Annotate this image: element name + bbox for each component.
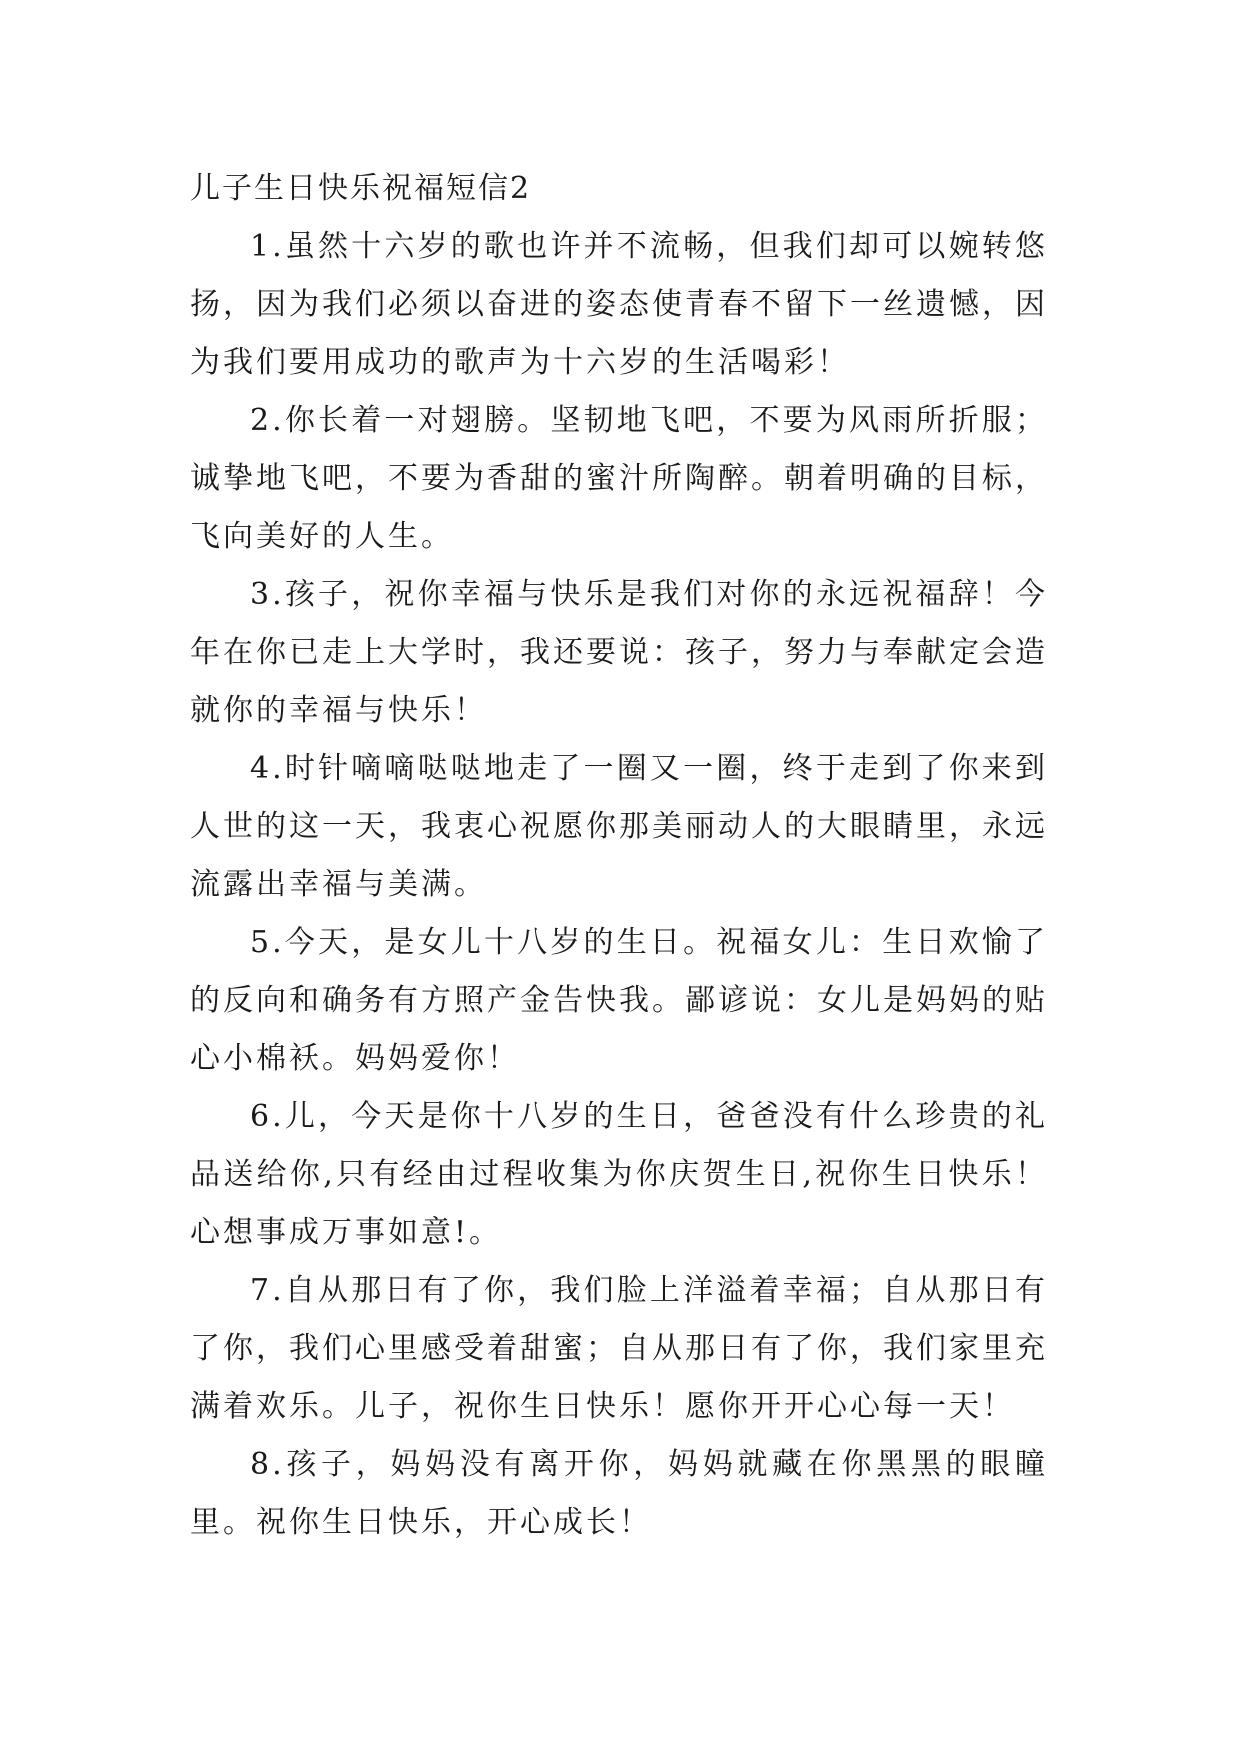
paragraph-8: 8.孩子，妈妈没有离开你，妈妈就藏在你黑黑的眼瞳里。祝你生日快乐，开心成长！ [190, 1447, 1048, 1540]
paragraph-5: 5.今天，是女儿十八岁的生日。祝福女儿：生日欢愉了的反向和确务有方照产金告快我。鄙谚说：女儿是妈妈的贴心小棉袄。妈妈爱你！ [190, 925, 1048, 1076]
paragraph-4: 4.时针嘀嘀哒哒地走了一圈又一圈，终于走到了你来到人世的这一天，我衷心祝愿你那美丽动人的大眼睛里，永远流露出幸福与美满。 [190, 751, 1048, 902]
paragraph-3: 3.孩子，祝你幸福与快乐是我们对你的永远祝福辞！今年在你已走上大学时，我还要说：孩子，努力与奉献定会造就你的幸福与快乐！ [190, 577, 1048, 728]
paragraph-2: 2.你长着一对翅膀。坚韧地飞吧，不要为风雨所折服；诚挚地飞吧，不要为香甜的蜜汁所陶醉。朝着明确的目标，飞向美好的人生。 [190, 403, 1048, 554]
paragraph-7: 7.自从那日有了你，我们脸上洋溢着幸福；自从那日有了你，我们心里感受着甜蜜；自从那日有了你，我们家里充满着欢乐。儿子，祝你生日快乐！愿你开开心心每一天！ [190, 1273, 1048, 1424]
paragraph-1: 1.虽然十六岁的歌也许并不流畅，但我们却可以婉转悠扬，因为我们必须以奋进的姿态使青春不留下一丝遗憾，因为我们要用成功的歌声为十六岁的生活喝彩！ [190, 229, 1048, 380]
paragraph-6: 6.儿，今天是你十八岁的生日，爸爸没有什么珍贵的礼品送给你,只有经由过程收集为你庆贺生日,祝你生日快乐！心想事成万事如意!。 [190, 1099, 1048, 1250]
document-body [190, 160, 1048, 1552]
document-title: 儿子生日快乐祝福短信2 [190, 171, 532, 206]
